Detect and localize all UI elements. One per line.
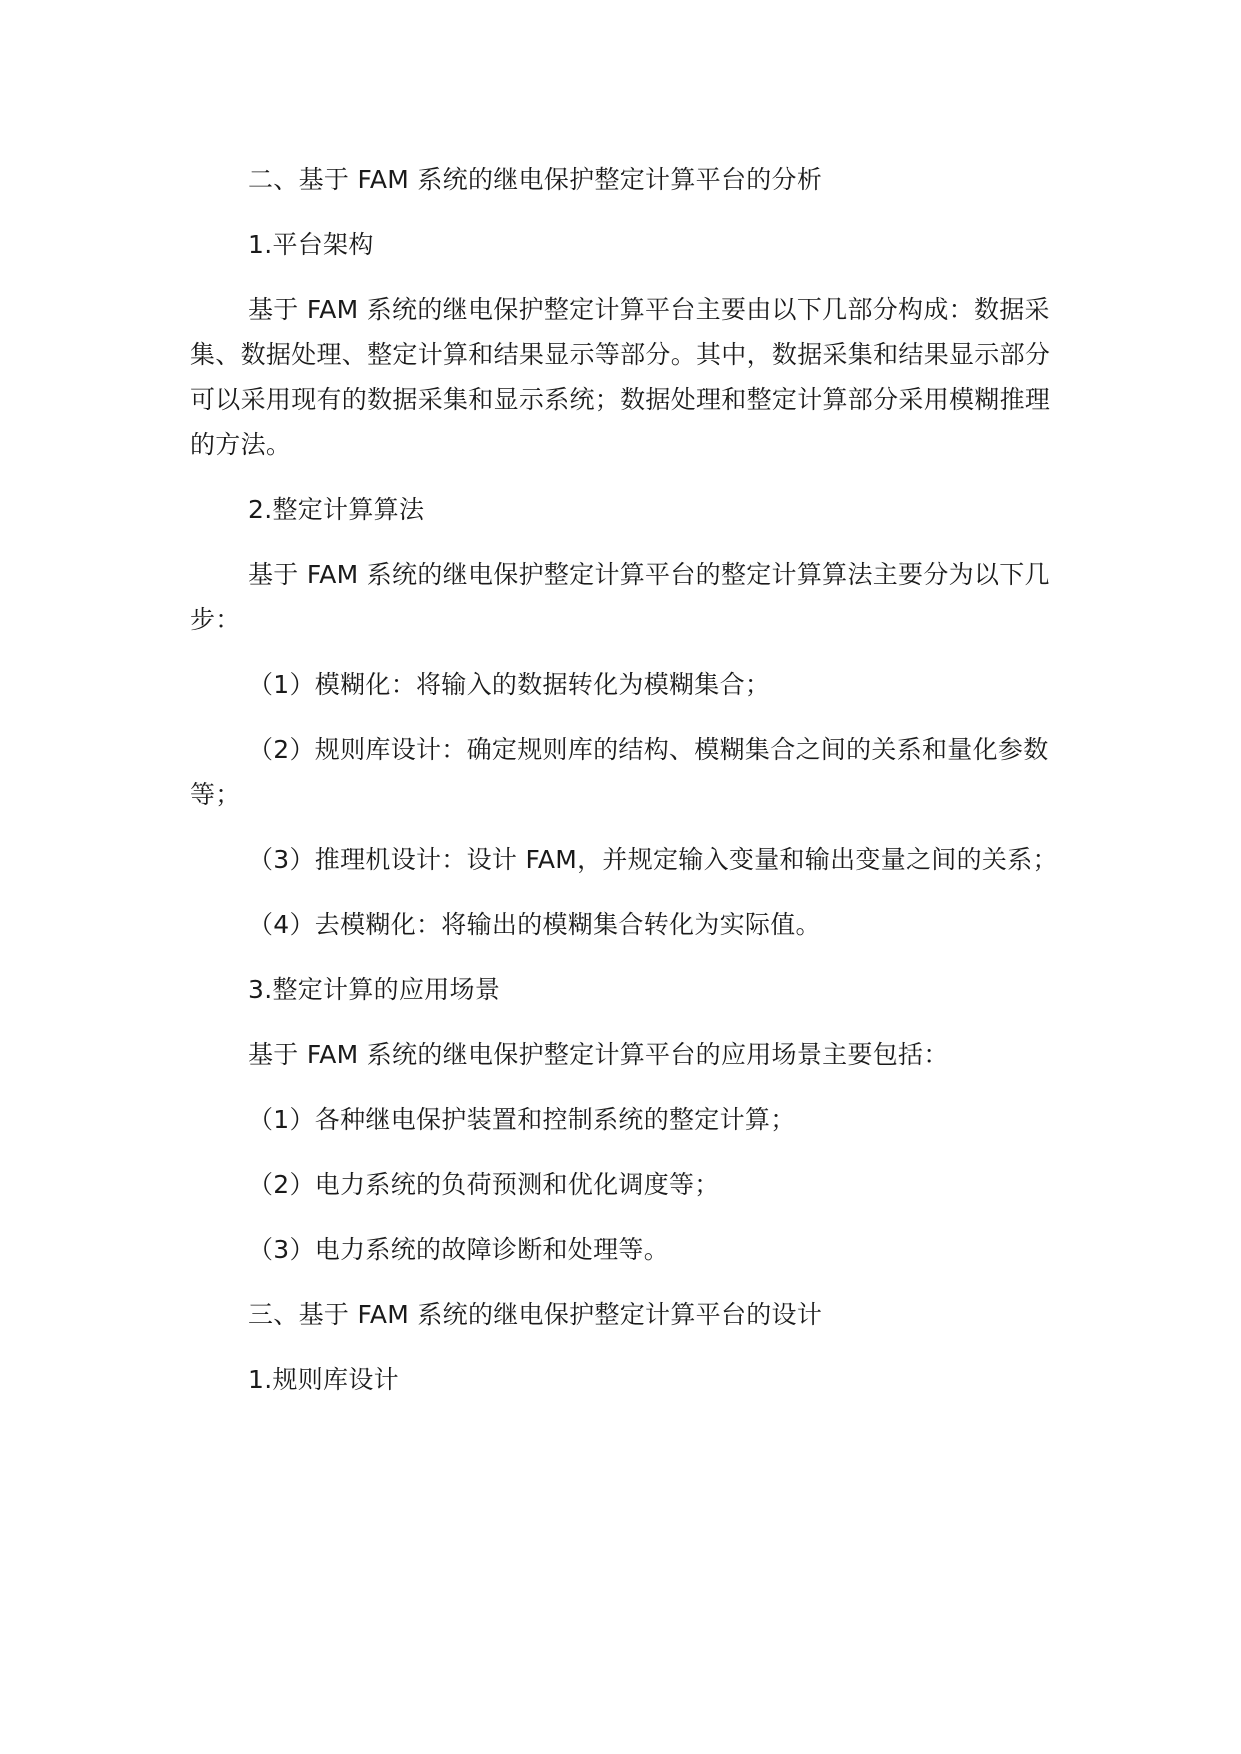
subheading-application-scenarios: 3.整定计算的应用场景	[248, 975, 501, 1004]
scenario-item-1: （1）各种继电保护装置和控制系统的整定计算；	[248, 1105, 796, 1134]
section-heading-3: 三、基于 FAM 系统的继电保护整定计算平台的设计	[248, 1300, 823, 1329]
algorithm-step-1: （1）模糊化：将输入的数据转化为模糊集合；	[248, 670, 771, 699]
subheading-platform-architecture: 1.平台架构	[248, 230, 374, 259]
body-platform-architecture: 基于 FAM 系统的继电保护整定计算平台主要由以下几部分构成：数据采集、数据处理、整定计算和结果显示等部分。其中，数据采集和结果显示部分可以采用现有的数据采集和显示系统；数据处理和整定计算部分采用模糊推理的方法。	[190, 295, 1051, 459]
algorithm-step-3: （3）推理机设计：设计 FAM，并规定输入变量和输出变量之间的关系；	[248, 845, 1058, 874]
algorithm-step-4: （4）去模糊化：将输出的模糊集合转化为实际值。	[248, 910, 821, 939]
body-setting-algorithm: 基于 FAM 系统的继电保护整定计算平台的整定计算算法主要分为以下几步：	[190, 560, 1050, 634]
subheading-setting-algorithm: 2.整定计算算法	[248, 495, 425, 524]
scenario-item-3: （3）电力系统的故障诊断和处理等。	[248, 1235, 670, 1264]
section-heading-2: 二、基于 FAM 系统的继电保护整定计算平台的分析	[248, 165, 823, 194]
subheading-rule-base-design: 1.规则库设计	[248, 1365, 399, 1394]
body-application-scenarios: 基于 FAM 系统的继电保护整定计算平台的应用场景主要包括：	[248, 1040, 949, 1069]
algorithm-step-2: （2）规则库设计：确定规则库的结构、模糊集合之间的关系和量化参数等；	[190, 735, 1049, 809]
document-body	[190, 157, 1060, 1402]
scenario-item-2: （2）电力系统的负荷预测和优化调度等；	[248, 1170, 720, 1199]
